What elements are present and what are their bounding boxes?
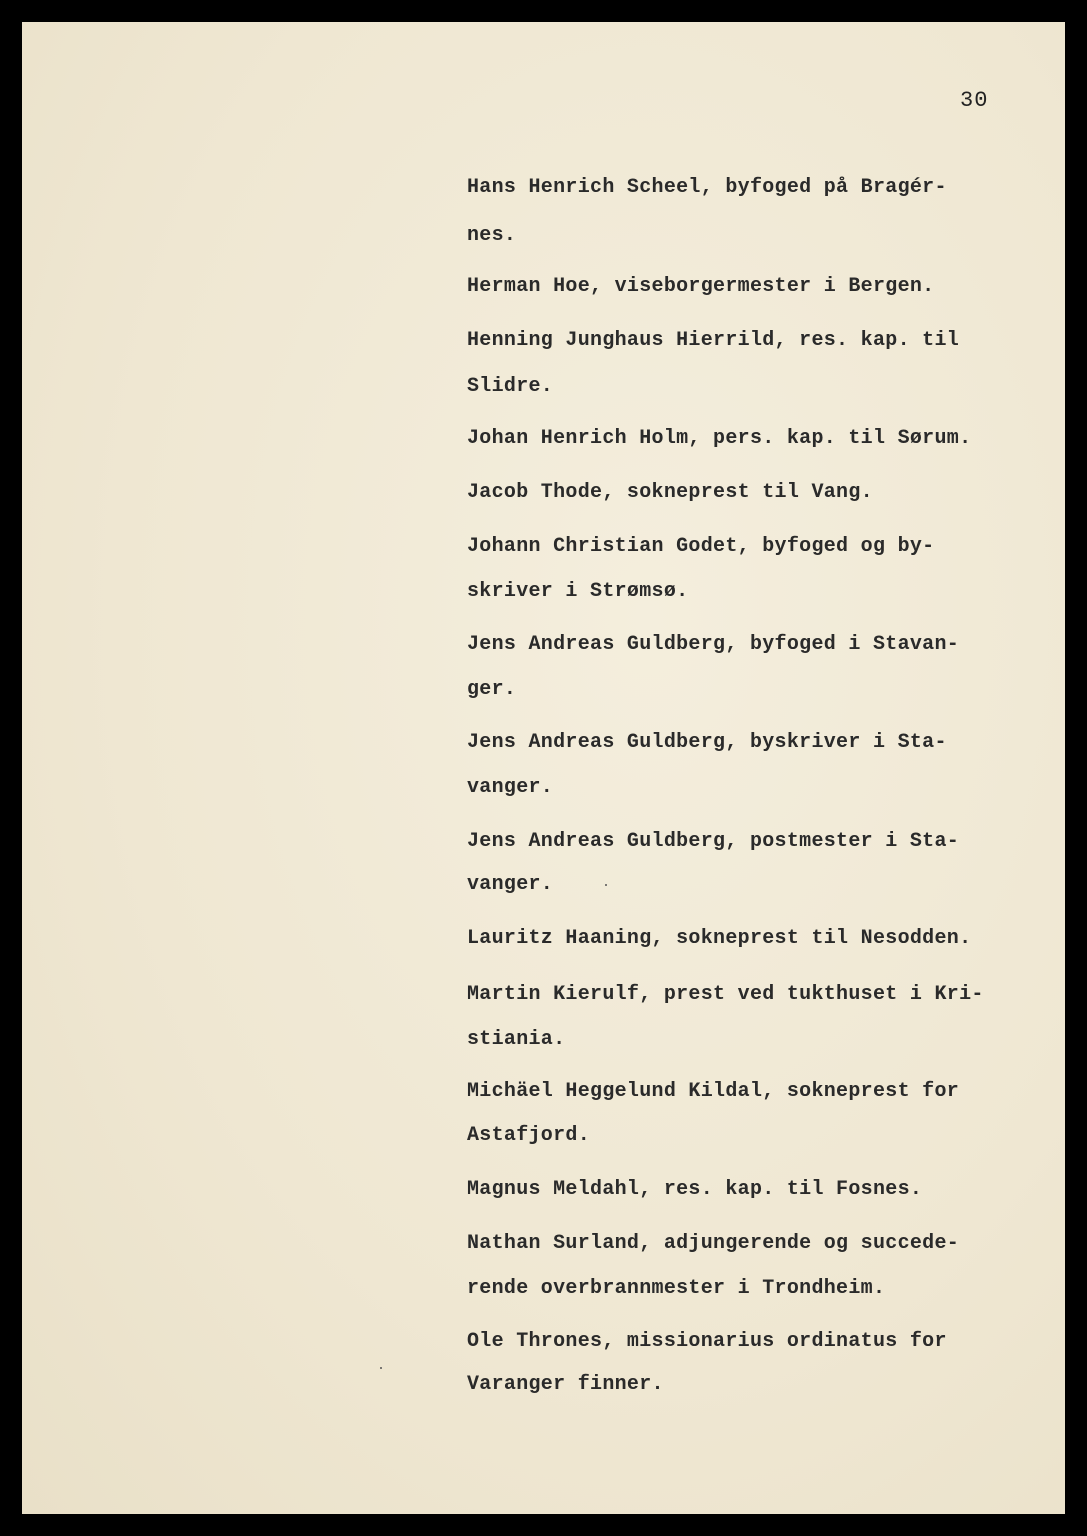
entry-14-line-2: rende overbrannmester i Trondheim. bbox=[467, 1277, 886, 1300]
entry-3-line-2: Slidre. bbox=[467, 375, 554, 398]
entry-12-line-1: Michäel Heggelund Kildal, sokneprest for bbox=[467, 1080, 960, 1103]
ink-speck bbox=[605, 884, 607, 886]
entry-15-line-2: Varanger finner. bbox=[467, 1373, 664, 1396]
entry-1-line-2: nes. bbox=[467, 224, 517, 247]
entry-2-line-1: Herman Hoe, viseborgermester i Bergen. bbox=[467, 275, 935, 298]
entry-11-line-2: stiania. bbox=[467, 1028, 566, 1051]
entry-13-line-1: Magnus Meldahl, res. kap. til Fosnes. bbox=[467, 1178, 923, 1201]
entry-9-line-1: Jens Andreas Guldberg, postmester i Sta- bbox=[467, 830, 960, 853]
entry-6-line-1: Johann Christian Godet, byfoged og by- bbox=[467, 535, 935, 558]
entry-9-line-2: vanger. bbox=[467, 873, 554, 896]
entry-6-line-2: skriver i Strømsø. bbox=[467, 580, 689, 603]
entry-3-line-1: Henning Junghaus Hierrild, res. kap. til bbox=[467, 329, 960, 352]
entry-14-line-1: Nathan Surland, adjungerende og succede- bbox=[467, 1232, 960, 1255]
page-number: 30 bbox=[960, 88, 989, 113]
ink-speck bbox=[380, 1367, 382, 1369]
entry-8-line-2: vanger. bbox=[467, 776, 554, 799]
entry-7-line-2: ger. bbox=[467, 678, 517, 701]
entry-12-line-2: Astafjord. bbox=[467, 1124, 591, 1147]
entry-1-line-1: Hans Henrich Scheel, byfoged på Bragér- bbox=[467, 176, 947, 199]
entry-4-line-1: Johan Henrich Holm, pers. kap. til Sørum. bbox=[467, 427, 972, 450]
entry-10-line-1: Lauritz Haaning, sokneprest til Nesodden. bbox=[467, 927, 972, 950]
entry-5-line-1: Jacob Thode, sokneprest til Vang. bbox=[467, 481, 873, 504]
entry-8-line-1: Jens Andreas Guldberg, byskriver i Sta- bbox=[467, 731, 947, 754]
entry-7-line-1: Jens Andreas Guldberg, byfoged i Stavan- bbox=[467, 633, 960, 656]
entry-11-line-1: Martin Kierulf, prest ved tukthuset i Kri- bbox=[467, 983, 984, 1006]
entry-15-line-1: Ole Thrones, missionarius ordinatus for bbox=[467, 1330, 947, 1353]
